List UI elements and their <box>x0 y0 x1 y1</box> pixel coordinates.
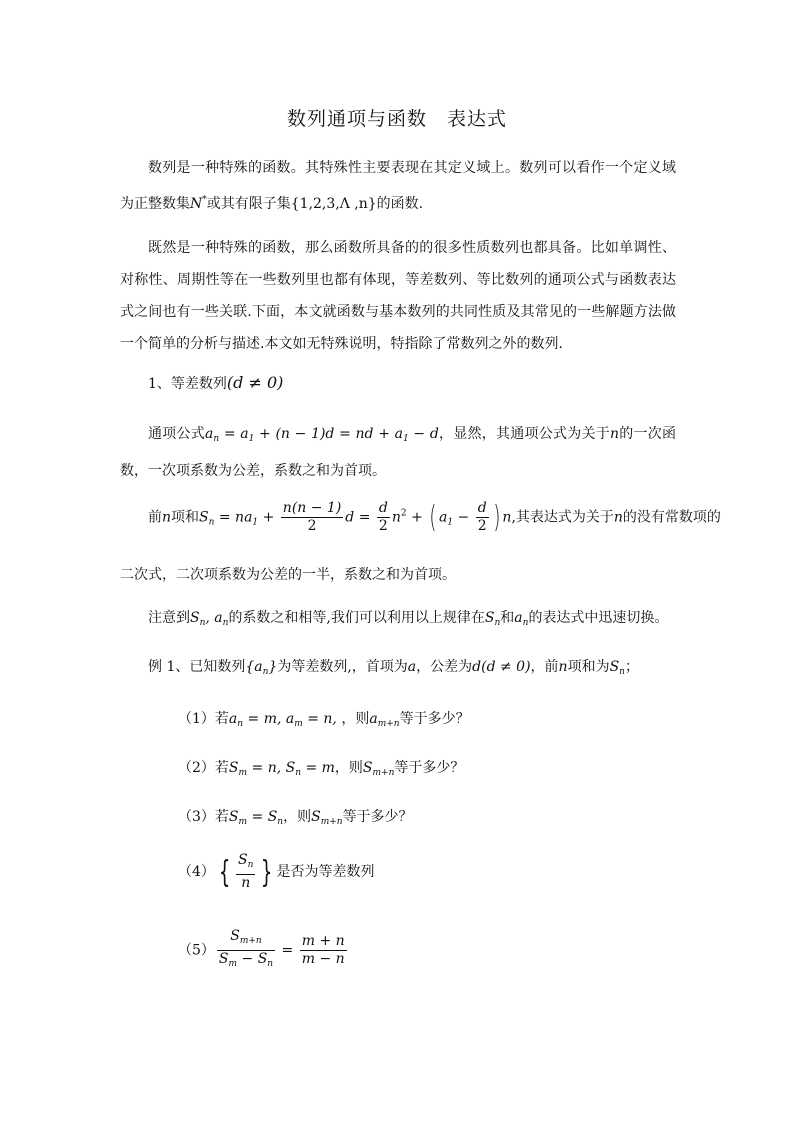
general-term-paragraph: 通项公式$a_n = a_1 + (n - 1)d$ = nd + $a_1 - d$，显然，其通项公式为关于n的一次函数，一次项系数为公差，系数之和为首项。 <box>120 426 677 479</box>
section-heading: 1、等差数列(d ≠ 0) <box>148 373 284 392</box>
example-line: 例 1、已知数列$\{a_n\}$为等差数列,，首项为a，公差为d(d ≠ 0)，前n项和为$S_n$； <box>148 659 639 677</box>
set-n: N <box>190 196 203 212</box>
question-4: （4） { $\frac{S_n}{n}$ } 是否为等差数列 <box>178 852 375 891</box>
intro-paragraph-2: 既然是一种特殊的函数，那么函数所具备的的很多性质数列也都具备。比如单调性、对称性、周期性等在一些数列里也都有体现，等差数列、等比数列的通项公式与函数表达式之间也有一些关联.下面，本文就函数与基本数列的共同性质及其常见的一些解题方法做一个简单的分析与描述.本文如无特殊说明，特指除了常数列之外的数列. <box>120 240 676 352</box>
document-title: 数列通项与函数 表达式 <box>286 108 507 130</box>
question-2: （2）若$S_m = n$, $S_n = m$，则$S_{m+n}$等于多少？ <box>178 760 465 778</box>
intro-paragraph-1: 数列是一种特殊的函数。其特殊性主要表现在其定义域上。数列可以看作一个定义域为正整数集N*或其有限子集{1,2,3,Λ ,n}的函数. <box>120 160 676 212</box>
sum-text-line: 二次式，二次项系数为公差的一半，系数之和为首项。 <box>120 567 456 583</box>
sum-formula-line: 前n项和$S_n = na_1$ + $\frac{n(n - 1)}{2}$ d = $\frac{d}{2}$ $n^2$ + ( $a_1$ − $\frac{d}{2}$ ) n,其表达式为关于n的没有常数项的 <box>148 500 721 535</box>
question-3: （3）若$S_m = S_n$，则$S_{m+n}$等于多少？ <box>178 809 413 827</box>
note-line: 注意到$S_n$, $a_n$的系数之和相等,我们可以利用以上规律在$S_n$和$a_n$的表达式中迅速切换。 <box>148 610 669 628</box>
question-1: （1）若$a_n = m$, $a_m = n$, ，则$a_{m+n}$等于多少？ <box>178 711 470 729</box>
question-5: （5） $\frac{S_{m+n}}{S_m - S_n}$ = $\frac{m + n}{m - n}$ <box>178 928 345 969</box>
